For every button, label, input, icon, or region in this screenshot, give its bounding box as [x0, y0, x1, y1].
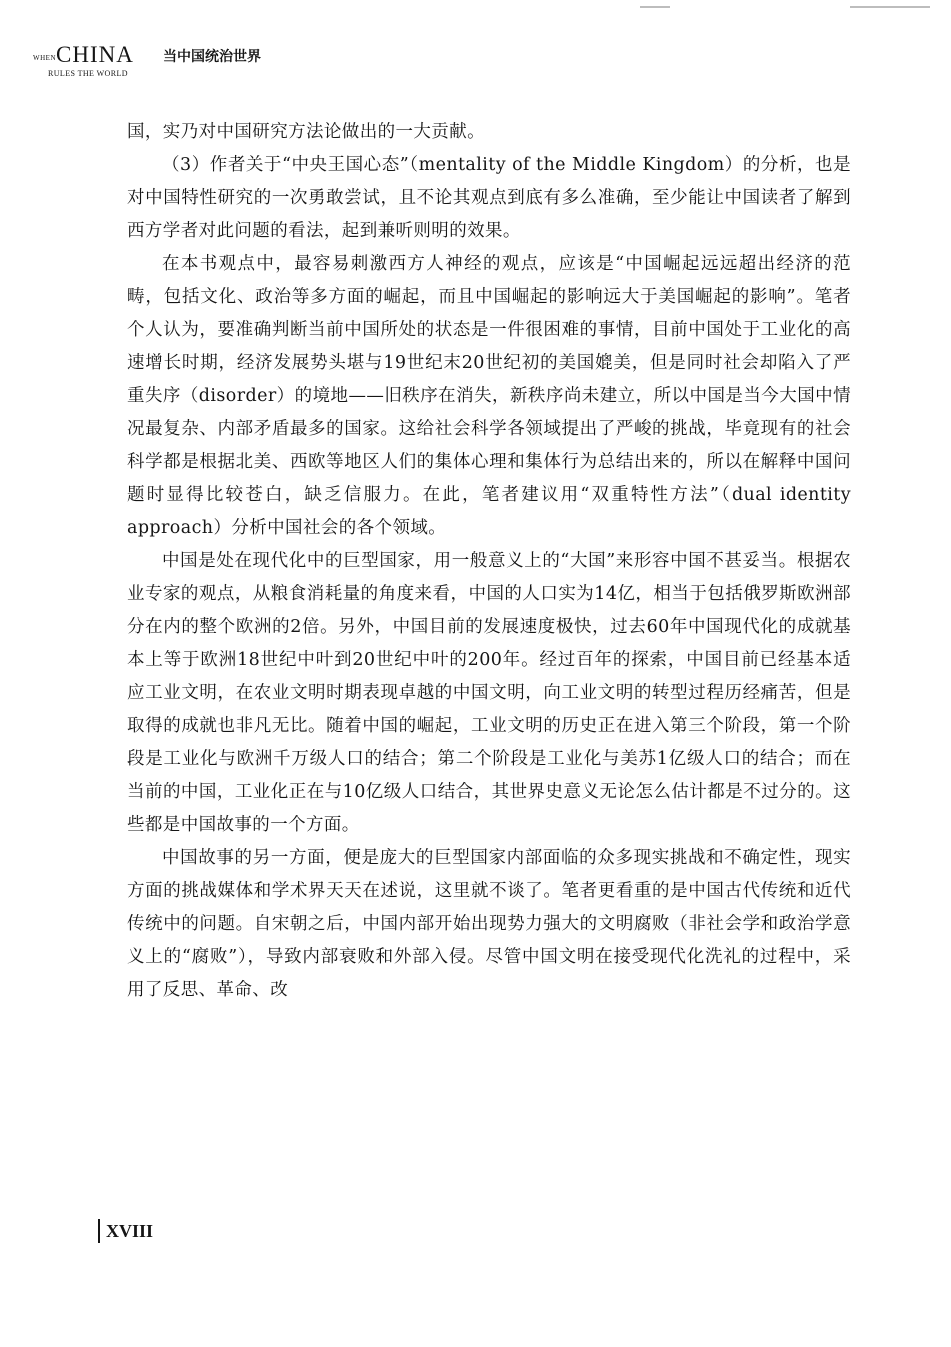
book-logo [30, 40, 175, 90]
logo-rules: RULES THE WORLD [48, 69, 128, 78]
body-text [127, 116, 851, 1007]
paragraph-continuation: 国，实乃对中国研究方法论做出的一大贡献。 [127, 122, 485, 142]
page-number-text: XVIII [106, 1220, 154, 1241]
header-title-cn: 当中国统治世界 [163, 49, 261, 65]
logo-china: CHINA [56, 42, 134, 67]
logo-when: WHEN [33, 54, 56, 62]
scan-artifact [850, 6, 930, 8]
scan-artifact [640, 6, 670, 8]
running-header [30, 40, 430, 90]
paragraph: （3）作者关于“中央王国心态”（mentality of the Middle Kingdom）的分析，也是对中国特性研究的一次勇敢尝试，且不论其观点到底有多么准确，至少能让中国读者了解到西方学者对此问题的看法，起到兼听则明的效果。 [127, 155, 851, 241]
paragraph: 中国是处在现代化中的巨型国家，用一般意义上的“大国”来形容中国不甚妥当。根据农业专家的观点，从粮食消耗量的角度来看，中国的人口实为14亿，相当于包括俄罗斯欧洲部分在内的整个欧洲的2倍。另外，中国目前的发展速度极快，过去60年中国现代化的成就基本上等于欧洲18世纪中叶到20世纪中叶的200年。经过百年的探索，中国目前已经基本适应工业文明，在农业文明时期表现卓越的中国文明，向工业文明的转型过程历经痛苦，但是取得的成就也非凡无比。随着中国的崛起，工业文明的历史正在进入第三个阶段，第一个阶段是工业化与欧洲千万级人口的结合；第二个阶段是工业化与美苏1亿级人口的结合；而在当前的中国，工业化正在与10亿级人口结合，其世界史意义无论怎么估计都是不过分的。这些都是中国故事的一个方面。 [127, 551, 851, 835]
paragraph: 在本书观点中，最容易刺激西方人神经的观点，应该是“中国崛起远远超出经济的范畴，包括文化、政治等多方面的崛起，而且中国崛起的影响远大于美国崛起的影响”。笔者个人认为，要准确判断当前中国所处的状态是一件很困难的事情，目前中国处于工业化的高速增长时期，经济发展势头堪与19世纪末20世纪初的美国媲美，但是同时社会却陷入了严重失序（disorder）的境地——旧秩序在消失，新秩序尚未建立，所以中国是当今大国中情况最复杂、内部矛盾最多的国家。这给社会科学各领域提出了严峻的挑战，毕竟现有的社会科学都是根据北美、西欧等地区人们的集体心理和集体行为总结出来的，所以在解释中国问题时显得比较苍白，缺乏信服力。在此，笔者建议用“双重特性方法”（dual identity approach）分析中国社会的各个领域。 [127, 254, 851, 538]
page-number [98, 1218, 153, 1244]
folio-bar [98, 1219, 100, 1243]
paragraph: 中国故事的另一方面，便是庞大的巨型国家内部面临的众多现实挑战和不确定性，现实方面的挑战媒体和学术界天天在述说，这里就不谈了。笔者更看重的是中国古代传统和近代传统中的问题。自宋朝之后，中国内部开始出现势力强大的文明腐败（非社会学和政治学意义上的“腐败”），导致内部衰败和外部入侵。尽管中国文明在接受现代化洗礼的过程中，采用了反思、革命、改 [127, 848, 851, 1000]
